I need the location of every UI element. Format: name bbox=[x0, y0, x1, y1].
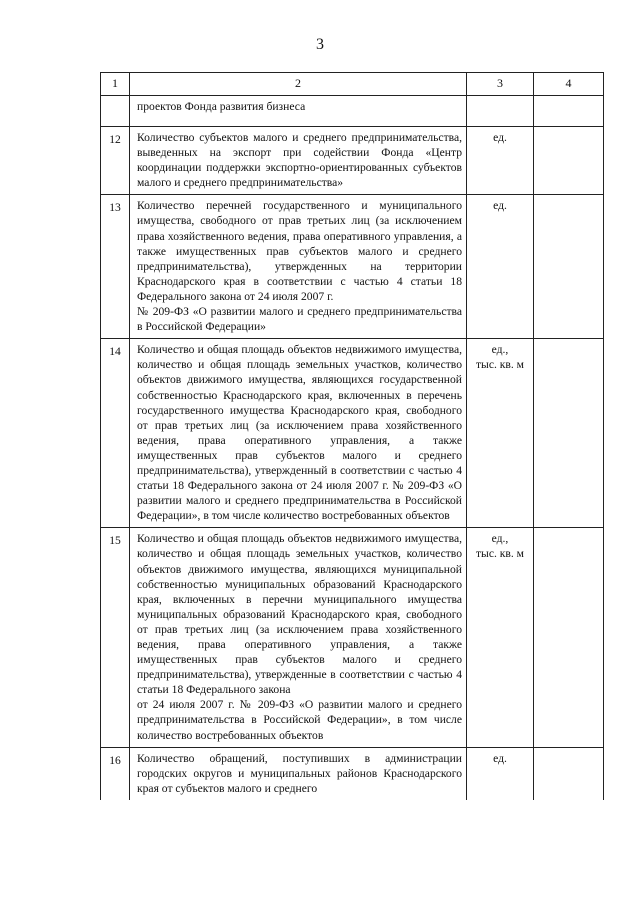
unit-of-measure bbox=[467, 747, 534, 800]
unit-line: тыс. кв. м bbox=[475, 547, 525, 561]
unit-of-measure bbox=[467, 195, 534, 339]
unit-of-measure bbox=[467, 127, 534, 195]
unit-line: ед. bbox=[493, 131, 507, 144]
value-cell bbox=[534, 195, 604, 339]
description-paragraph: проектов Фонда развития бизнеса bbox=[137, 100, 306, 113]
row-number: 15 bbox=[101, 528, 130, 747]
table-row bbox=[101, 339, 604, 528]
description-paragraph: Количество обращений, поступивших в администрации городских округов и муниципальных районов Краснодарского края от субъектов малого и среднего bbox=[137, 751, 462, 795]
unit-line: ед. bbox=[493, 751, 507, 765]
value-cell bbox=[534, 528, 604, 747]
indicators-table bbox=[100, 72, 604, 800]
description-paragraph: Количество и общая площадь объектов недвижимого имущества, количество и общая площадь земельных участков, количество объектов движимого имущества, являющихся государственной собственностью Краснодарского края, включенных в перечень государственного имущества Краснодарского края, свободного от прав третьих лиц (за исключением права хозяйственного ведения, права оперативного управления, а также имущественных прав субъектов малого и среднего предпринимательства), утвержденный в соответствии с частью 4 статьи 18 Федерального закона от 24 июля 2007 г. № 209-ФЗ «О развитии малого и среднего предпринимательства в Российской Федерации», в том числе количество востребованных объектов bbox=[137, 343, 462, 523]
value-cell bbox=[534, 339, 604, 528]
row-number bbox=[101, 96, 130, 127]
unit-line: ед., bbox=[491, 343, 509, 357]
page-number: 3 bbox=[316, 36, 324, 53]
table-row bbox=[101, 747, 604, 800]
indicator-description bbox=[130, 528, 467, 747]
description-paragraph: Количество перечней государственного и муниципального имущества, свободного от прав третьих лиц (за исключением права хозяйственного ведения, права оперативного управления, а также имущественных прав субъектов малого и среднего предпринимательства), утвержденных на территории Краснодарского края в соответствии с частью 4 статьи 18 Федерального закона от 24 июля 2007 г. bbox=[137, 199, 462, 303]
row-number: 13 bbox=[101, 195, 130, 339]
row-number: 14 bbox=[101, 339, 130, 528]
header-col-2: 2 bbox=[130, 73, 467, 96]
value-cell bbox=[534, 127, 604, 195]
table-row bbox=[101, 195, 604, 339]
indicator-description bbox=[130, 339, 467, 528]
table-row bbox=[101, 127, 604, 195]
header-col-4: 4 bbox=[534, 73, 604, 96]
unit-of-measure bbox=[467, 96, 534, 127]
description-paragraph: Количество субъектов малого и среднего предпринимательства, выведенных на экспорт при содействии Фонда «Центр координации поддержки экспортно-ориентированных субъектов малого и среднего предпринимательства» bbox=[137, 131, 462, 190]
table-row bbox=[101, 528, 604, 747]
indicator-description bbox=[130, 96, 467, 127]
description-paragraph: Количество и общая площадь объектов недвижимого имущества, количество и общая площадь земельных участков, количество объектов движимого имущества, являющихся муниципальной собственностью муниципальных образований Краснодарского края, включенных в перечни муниципального имущества муниципальных образований Краснодарского края, свободного от прав третьих лиц (за исключением права хозяйственного ведения, права оперативного управления, а также имущественных прав субъектов малого и среднего предпринимательства), утвержденные в соответствии с частью 4 статьи 18 Федерального закона bbox=[137, 532, 462, 697]
unit-of-measure bbox=[467, 528, 534, 747]
value-cell bbox=[534, 96, 604, 127]
header-col-3: 3 bbox=[467, 73, 534, 96]
indicator-description bbox=[130, 747, 467, 800]
description-paragraph: от 24 июля 2007 г. № 209-ФЗ «О развитии малого и среднего предпринимательства в Российской Федерации», в том числе количество востребованных объектов bbox=[137, 698, 462, 742]
unit-line: ед. bbox=[493, 199, 507, 213]
unit-line: ед., bbox=[491, 532, 509, 546]
table-row-continuation bbox=[101, 96, 604, 127]
row-number: 16 bbox=[101, 747, 130, 800]
header-col-1: 1 bbox=[101, 73, 130, 96]
table-header-row bbox=[101, 73, 604, 96]
unit-line: тыс. кв. м bbox=[475, 358, 525, 372]
indicator-description bbox=[130, 127, 467, 195]
row-number: 12 bbox=[101, 127, 130, 195]
unit-of-measure bbox=[467, 339, 534, 528]
description-paragraph: № 209-ФЗ «О развитии малого и среднего предпринимательства в Российской Федерации» bbox=[137, 305, 462, 334]
value-cell bbox=[534, 747, 604, 800]
indicator-description bbox=[130, 195, 467, 339]
